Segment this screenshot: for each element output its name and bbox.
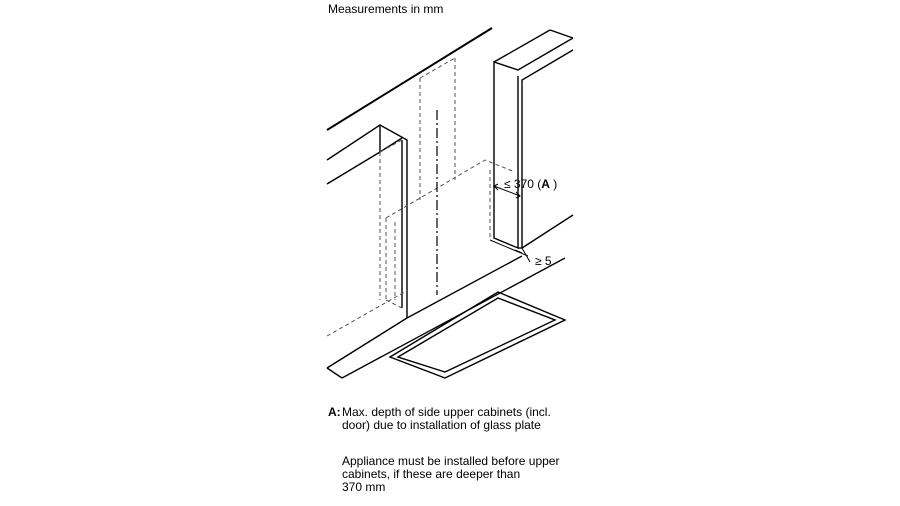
appliance-note-line: 370 mm <box>342 480 386 494</box>
worktop <box>327 256 565 378</box>
hob-outline <box>390 292 565 378</box>
note-a-line: Max. depth of side upper cabinets (incl. <box>342 405 551 419</box>
depth-label: ≤ 370 (A ) <box>504 177 558 191</box>
gap-dimension <box>490 240 530 262</box>
ceiling-edge <box>327 28 492 130</box>
hood-hidden-outline <box>327 58 515 336</box>
note-a-key: A: <box>328 405 341 419</box>
right-upper-cabinet <box>494 30 573 248</box>
note-a-line: door) due to installation of glass plate <box>342 418 541 432</box>
gap-label: ≥ 5 <box>535 254 552 268</box>
appliance-note-line: Appliance must be installed before upper <box>342 454 560 468</box>
appliance-note-line: cabinets, if these are deeper than <box>342 467 521 481</box>
measurements-title: Measurements in mm <box>328 2 444 16</box>
